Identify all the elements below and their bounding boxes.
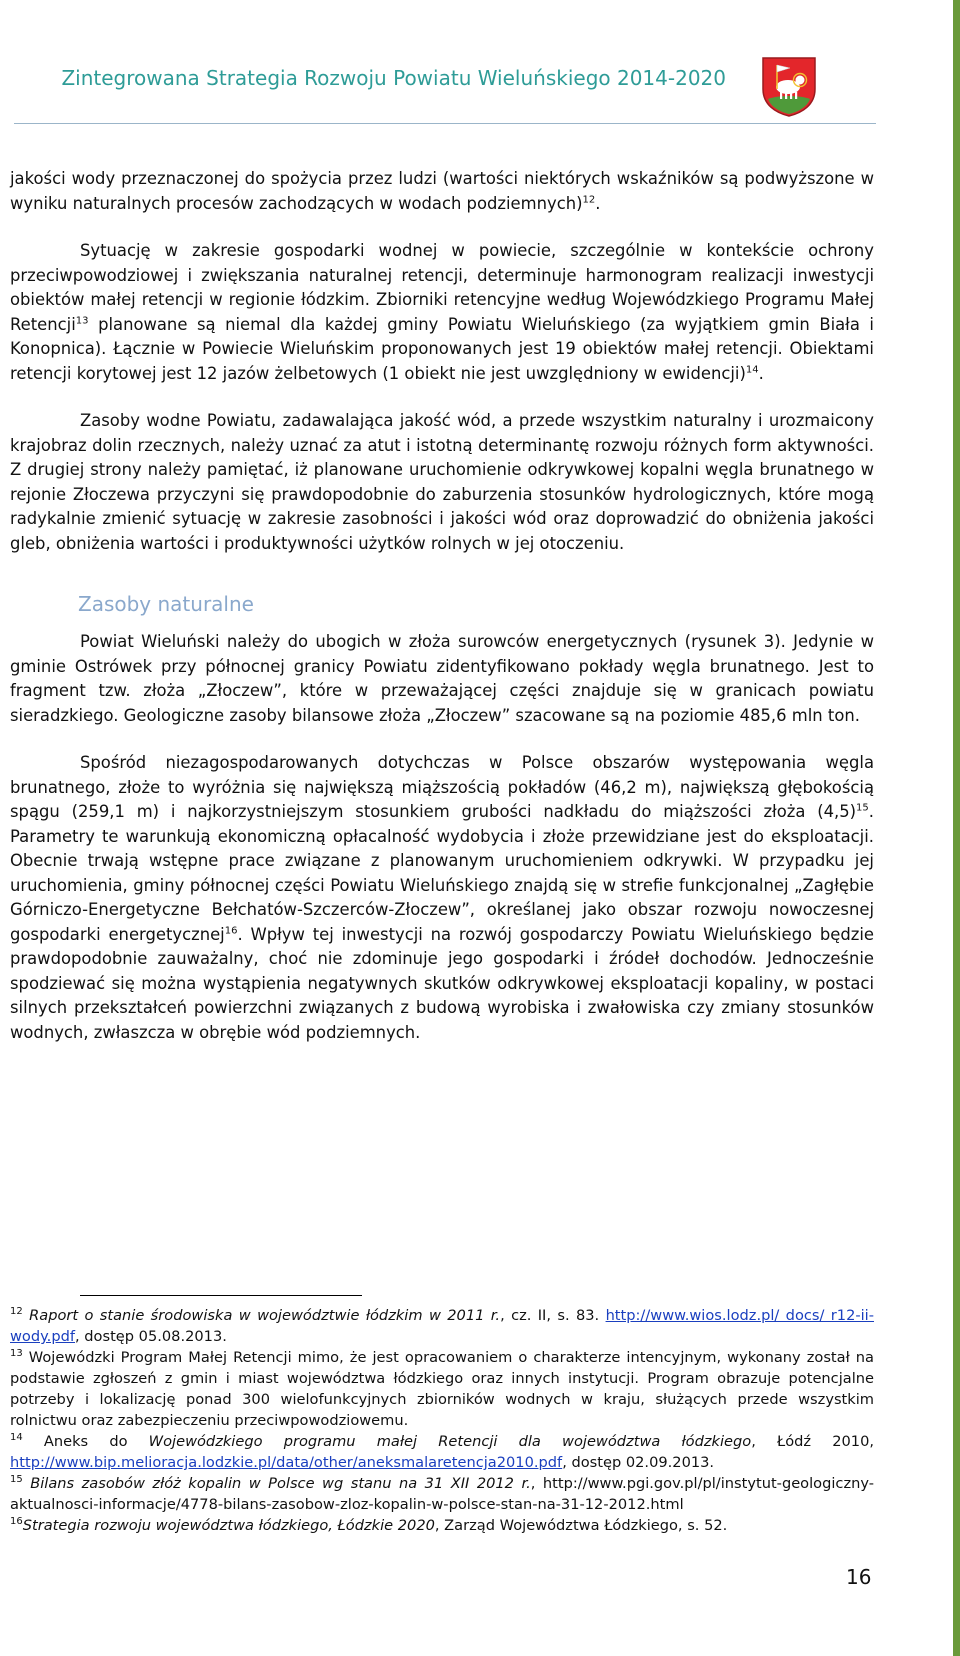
footnote <box>10 1473 874 1515</box>
body-text-block <box>10 630 874 1045</box>
footnote-text: , dostęp 02.09.2013. <box>562 1454 715 1471</box>
footnote-text: , Łódź 2010, <box>751 1433 874 1450</box>
paragraph <box>10 751 874 1045</box>
paragraph: Powiat Wieluński należy do ubogich w złoża surowców energetycznych (rysunek 3). Jedynie w gminie Ostrówek przy północnej granicy Powiatu zidentyfikowano pokłady węgla brunatnego. Jest to fragment tzw. złoża „Złoczew”, które w przeważającej części znajduje się w granicach powiatu sieradzkiego. Geologiczne zasoby bilansowe złoża „Złoczew” szacowane są na poziomie 485,6 mln ton. <box>10 632 874 725</box>
footnote-text: , Zarząd Województwa Łódzkiego, s. 52. <box>434 1517 728 1534</box>
footnote-title: Wojewódzkiego programu małej Retencji dla województwa łódzkiego <box>148 1433 752 1450</box>
footnote-title: Raport o stanie środowiska w województwie łódzkim w 2011 r. <box>29 1307 501 1324</box>
footnote <box>10 1431 874 1473</box>
footnote-text: , dostęp 05.08.2013. <box>75 1328 227 1345</box>
footnote <box>10 1515 874 1536</box>
footnote-text: , http://www.pgi.gov.pl/pl/instytut-geologiczny-aktualnosci-informacje/4778-bilans-zasobow-zloz-kopalin-w-polsce-stan-na-31-12-2012.html <box>10 1475 874 1513</box>
footnote-ref: 14 <box>745 364 759 376</box>
page-side-bar <box>953 0 960 1656</box>
paragraph-text: Spośród niezagospodarowanych dotychczas w Polsce obszarów występowania węgla brunatnego, złoże to wyróżnia się największą miąższością pokładów (46,2 m), największą głębokością spągu (259,1 m) i najkorzystniejszym stosunkiem grubości nadkładu do miąższości złoża (4,5) <box>10 753 874 821</box>
footnote-number: 14 <box>10 1432 23 1444</box>
footnote-text: Wojewódzki Program Małej Retencji mimo, że jest opracowaniem o charakterze intencyjnym, wykonany został na podstawie zgłoszeń z gmin i miast województwa łódzkiego oraz innych instytucji. Program obrazuje potencjalne potrzeby i lokalizację ponad 300 wielofunkcyjnych zbiorników wodnych w kraju, służących przede wszystkim rolnictwu oraz zabezpieczeniu przeciwpowodziowemu. <box>10 1349 874 1429</box>
paragraph: Zasoby wodne Powiatu, zadawalająca jakość wód, a przede wszystkim naturalny i urozmaicony krajobraz dolin rzecznych, należy uznać za atut i istotną determinantę rozwoju różnych form aktywności. Z drugiej strony należy pamiętać, iż planowane uruchomienie odkrywkowej kopalni węgla brunatnego w rejonie Złoczewa przyczyni się prawdopodobnie do zaburzenia stosunków hydrologicznych, które mogą radykalnie zmienić sytuację w zakresie zasobności i jakości wód oraz doprowadzić do obniżenia jakości gleb, obniżenia wartości i produktywności użytków rolnych w jej otoczeniu. <box>10 411 874 553</box>
footnote-divider <box>80 1295 362 1296</box>
paragraph-text: Sytuację w zakresie gospodarki wodnej w powiecie, szczególnie w kontekście ochrony przeciwpowodziowej i zwiększania naturalnej retencji, determinuje harmonogram realizacji inwestycji obiektów małej retencji w regionie łódzkim. Zbiorniki retencyjne według Wojewódzkiego Programu Małej Retencji <box>10 241 874 334</box>
footnote-text: Aneks do <box>22 1433 149 1450</box>
footnote-link[interactable]: http://www.wios.lodz.pl/ docs/ r12-ii-wody.pdf <box>10 1307 874 1345</box>
header-divider <box>14 123 876 124</box>
footnote-ref: 13 <box>75 315 89 327</box>
footnote-number: 15 <box>10 1474 23 1486</box>
footnote-ref: 15 <box>856 802 869 814</box>
paragraph-text: . Parametry te warunkują ekonomiczną opłacalność wydobycia i złoże przewidziane jest do eksploatacji. Obecnie trwają wstępne prace związane z planowanym uruchomieniem odkrywki. W przypadku jej uruchomienia, gminy północnej części Powiatu Wieluńskiego znajdą się w strefie funkcjonalnej „Zagłębie Górniczo-Energetyczne Bełchatów-Szczerców-Złoczew”, określanej jako obszar rozwoju nowoczesnej gospodarki energetycznej <box>10 802 874 944</box>
paragraph-text: jakości wody przeznaczonej do spożycia przez ludzi (wartości niektórych wskaźników są podwyższone w wyniku naturalnych procesów zachodzących w wodach podziemnych) <box>10 169 874 213</box>
footnote-title: Strategia rozwoju województwa łódzkiego, Łódzkie 2020 <box>22 1517 435 1534</box>
paragraph-end: . <box>758 363 764 383</box>
footnote-number: 16 <box>10 1516 23 1528</box>
body-text-block <box>10 167 874 556</box>
footnote-number: 12 <box>10 1306 23 1318</box>
footnote-title: Bilans zasobów złóż kopalin w Polsce wg stanu na 31 XII 2012 r. <box>22 1475 531 1492</box>
footnote-number: 13 <box>10 1348 23 1360</box>
footnote-ref: 16 <box>224 925 238 937</box>
page-number: 16 <box>846 1565 872 1589</box>
footnote-text: , cz. II, s. 83. <box>500 1307 606 1324</box>
footnote <box>10 1305 874 1347</box>
footnote-link[interactable]: http://www.bip.melioracja.lodzkie.pl/data/other/aneksmalaretencja2010.pdf <box>10 1454 563 1471</box>
coat-of-arms-icon <box>760 55 818 117</box>
paragraph-end: . <box>595 193 601 213</box>
paragraph <box>10 167 874 216</box>
footnote <box>10 1347 874 1431</box>
paragraph-text: . Wpływ tej inwestycji na rozwój gospodarczy Powiatu Wieluńskiego będzie prawdopodobnie zauważalny, choć nie zdominuje jego gospodarki i źródeł dochodów. Jednocześnie spodziewać się można wystąpienia negatywnych skutków odkrywkowej eksploatacji kopaliny, w postaci silnych przekształceń powierzchni związanych z budową wyrobiska i zwałowiska czy zmiany stosunków wodnych, zwłaszcza w obrębie wód podziemnych. <box>10 924 874 1042</box>
footnotes <box>10 1305 874 1536</box>
paragraph <box>10 239 874 386</box>
header-title: Zintegrowana Strategia Rozwoju Powiatu Wieluńskiego 2014-2020 <box>61 66 726 90</box>
footnote-ref: 12 <box>582 194 596 206</box>
section-heading: Zasoby naturalne <box>78 592 254 616</box>
paragraph-text: planowane są niemal dla każdej gminy Powiatu Wieluńskiego (za wyjątkiem gmin Biała i Konopnica). Łącznie w Powiecie Wieluńskim proponowanych jest 19 obiektów małej retencji. Obiektami retencji korytowej jest 12 jazów żelbetowych (1 obiekt nie jest uwzględniony w ewidencji) <box>10 314 874 383</box>
